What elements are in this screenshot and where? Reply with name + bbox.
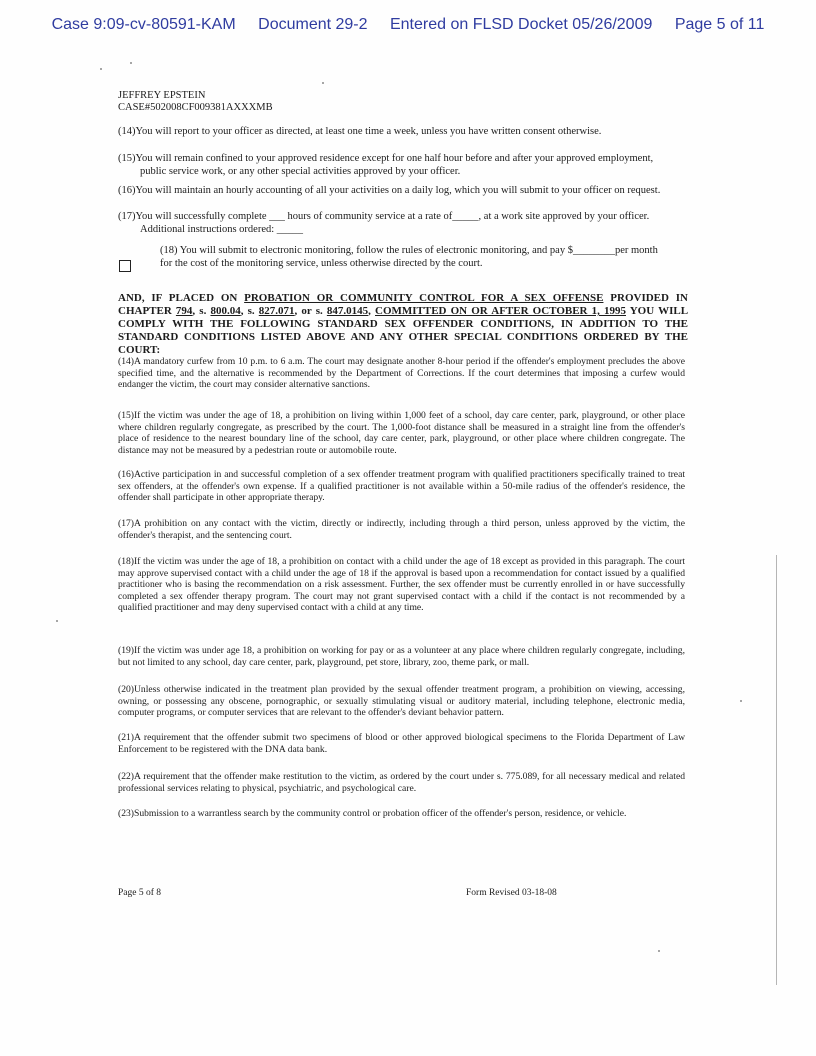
standard-condition-15: (15)You will remain confined to your approved residence except for one half hour before and after your approved employment, public service work, or any other special activities approved by your officer. (118, 153, 654, 177)
form-revision: Form Revised 03-18-08 (466, 888, 557, 898)
page-count: Page 5 of 11 (674, 16, 765, 33)
case-header (118, 90, 273, 114)
entered-date: Entered on FLSD Docket 05/26/2009 (389, 16, 653, 33)
scan-edge-line (776, 555, 777, 985)
sex-condition-16: (16)Active participation in and successful completion of a sex offender treatment program with qualified practitioners specifically trained to treat sex offenders, at the offender's own expense. If a qualified practitioner is not available within a 50-mile radius of the offender's residence, the offender shall participate in other appropriate therapy. (118, 469, 685, 504)
scan-speck (130, 62, 132, 64)
docket-stamp (0, 16, 816, 34)
sex-condition-23: (23)Submission to a warrantless search by the community control or probation officer of the offender's person, residence, or vehicle. (118, 808, 627, 819)
sex-condition-18: (18)If the victim was under the age of 18, a prohibition on contact with a child under the age of 18 except as provided in this paragraph. The court may approve supervised contact with a child under the age of 18 if the approval is based upon a recommendation for contact issued by a qualified practitioner who is basing the recommendation on a risk assessment. Further, the sex offender must be currently enrolled in or have successfully completed a sex offender therapy program. The court may not grant supervised contact with a child if the contact is not recommended by a qualified practitioner and may deny supervised contact with a child at any time. (118, 556, 685, 614)
standard-condition-16: (16)You will maintain an hourly accounting of all your activities on a daily log, which you will submit to your officer on request. (118, 185, 661, 196)
scan-speck (100, 68, 102, 70)
scan-speck (740, 700, 742, 702)
condition-18-checkbox[interactable] (119, 260, 131, 272)
scan-speck (322, 82, 324, 84)
scan-speck (56, 620, 58, 622)
defendant-name: JEFFREY EPSTEIN (118, 90, 206, 101)
sex-condition-22: (22)A requirement that the offender make restitution to the victim, as ordered by the court under s. 775.089, for all necessary medical and related professional services relating to physical, psychiatric, and psychological care. (118, 771, 685, 794)
sex-condition-19: (19)If the victim was under age 18, a prohibition on working for pay or as a volunteer at any place where children regularly congregate, including, but not limited to any school, day care center, park, playground, pet store, library, zoo, theme park, or mall. (118, 645, 685, 668)
sex-condition-20: (20)Unless otherwise indicated in the treatment plan provided by the sexual offender treatment program, a prohibition on viewing, accessing, owning, or possessing any obscene, pornographic, or sexually stimulating visual or auditory material, including telephone, electronic media, computer programs, or computer services that are relevant to the offender's deviant behavior pattern. (118, 684, 685, 719)
standard-condition-17: (17)You will successfully complete ___ hours of community service at a rate of_____, at a work site approved by your officer. Additional instructions ordered: _____ (118, 211, 650, 235)
scan-speck (658, 950, 660, 952)
standard-condition-18: (18) You will submit to electronic monitoring, follow the rules of electronic monitoring, and pay $________per month for the cost of the monitoring service, unless otherwise directed by the court. (160, 245, 658, 269)
case-number: Case 9:09-cv-80591-KAM (51, 16, 236, 33)
case-id: CASE#502008CF009381AXXXMB (118, 102, 273, 113)
sex-condition-15: (15)If the victim was under the age of 18, a prohibition on living within 1,000 feet of a school, day care center, park, playground, or other place where children regularly congregate, as prescribed by the court. The 1,000-foot distance shall be measured in a straight line from the offender's place of residence to the nearest boundary line of the school, day care center, park, playground, or other place where children congregate. The distance may not be measured by a pedestrian route or automobile route. (118, 410, 685, 456)
sex-condition-17: (17)A prohibition on any contact with the victim, directly or indirectly, including through a third person, unless approved by the victim, the offender's therapist, and the sentencing court. (118, 518, 685, 541)
standard-condition-14: (14)You will report to your officer as directed, at least one time a week, unless you have written consent otherwise. (118, 126, 602, 137)
sex-offense-heading: AND, IF PLACED ON PROBATION OR COMMUNITY CONTROL FOR A SEX OFFENSE PROVIDED IN CHAPTER 794, s. 800.04, s. 827.071, or s. 847.0145, COMMITTED ON OR AFTER OCTOBER 1, 1995 YOU WILL COMPLY WITH THE FOLLOWING STANDARD SEX OFFENDER CONDITIONS, IN ADDITION TO THE STANDARD CONDITIONS LISTED ABOVE AND ANY OTHER SPECIAL CONDITIONS ORDERED BY THE COURT: (118, 292, 689, 356)
document-number: Document 29-2 (258, 16, 368, 33)
sex-condition-14: (14)A mandatory curfew from 10 p.m. to 6 a.m. The court may designate another 8-hour period if the offender's employment precludes the above specified time, and the alternative is recommended by the Department of Corrections. If the court determines that imposing a curfew would endanger the victim, the court may consider alternative sanctions. (118, 356, 685, 391)
sex-condition-21: (21)A requirement that the offender submit two specimens of blood or other approved biological specimens to the Florida Department of Law Enforcement to be registered with the DNA data bank. (118, 732, 685, 755)
page-footer: Page 5 of 8 (118, 888, 162, 898)
